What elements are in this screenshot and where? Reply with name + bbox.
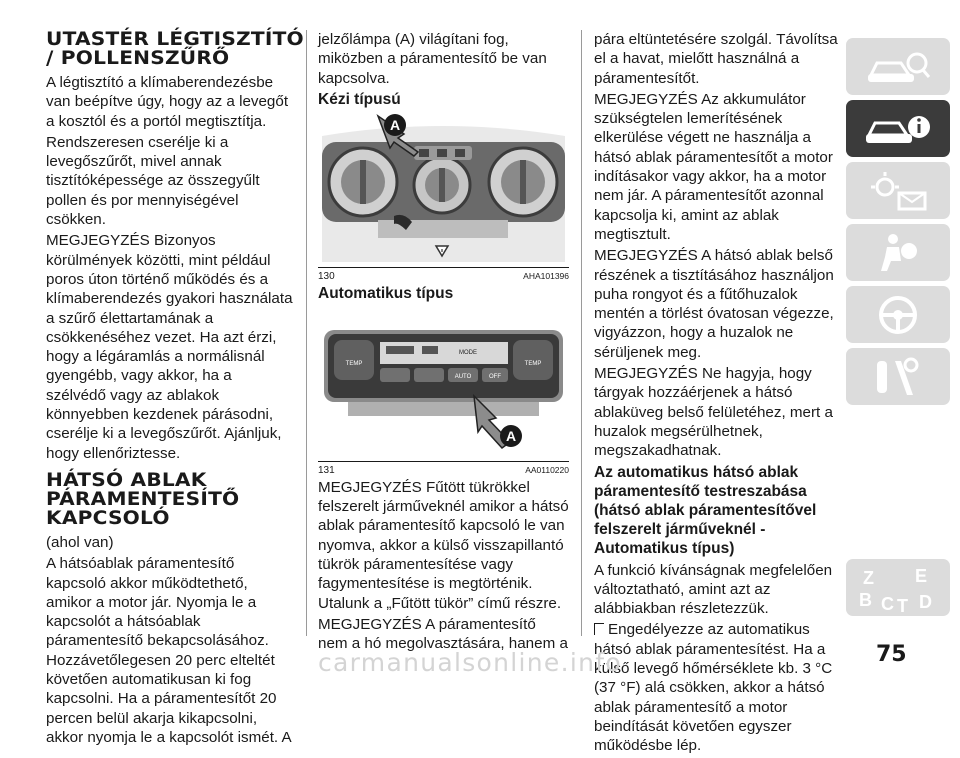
knob-left bbox=[329, 148, 397, 216]
note-paragraph: MEGJEGYZÉS A páramentesítő nem a hó megolvasztására, hanem a bbox=[318, 615, 568, 653]
airbag-seat-icon bbox=[863, 231, 933, 275]
figure-caption bbox=[318, 271, 569, 282]
tab-car-search[interactable] bbox=[846, 38, 950, 95]
section-heading-cabin-filter: UTASTÉR LÉGTISZTÍTÓ / POLLENSZŰRŐ bbox=[46, 28, 304, 69]
figure-number: 130 bbox=[318, 270, 335, 282]
watermark-text: carmanualsonline.info bbox=[318, 648, 622, 677]
note-paragraph: MEGJEGYZÉS Az akkumulátor szükségtelen lemerítésének elkerülése végett ne használja a hátsó ablak páramentesítőt a motor indításakor vagy akkor, ha a motor nem jár. A páramentesítőt azonnal kapcsolja ki, amint az ablak megtisztult. bbox=[594, 90, 833, 243]
figure-code: AHA101396 bbox=[523, 270, 569, 281]
paragraph: A funkció kívánságnak megfelelően változtatható, amint azt az alábbiakban részletezzük. bbox=[594, 561, 833, 618]
car-info-icon bbox=[863, 107, 933, 151]
svg-text:A: A bbox=[389, 116, 401, 133]
paragraph: jelzőlámpa (A) világítani fog, miközben a páramentesítő be van kapcsolva. bbox=[318, 31, 547, 87]
subheading-manual-type: Kézi típusú bbox=[318, 90, 401, 108]
page-number: 75 bbox=[876, 642, 907, 667]
car-search-icon bbox=[863, 45, 933, 89]
paragraph: (ahol van) bbox=[46, 533, 114, 551]
warning-light-icon bbox=[863, 169, 933, 213]
svg-text:AUTO: AUTO bbox=[454, 373, 472, 380]
callout-label-a bbox=[384, 114, 406, 136]
tab-maintenance[interactable] bbox=[846, 348, 950, 405]
svg-text:TEMP: TEMP bbox=[524, 360, 542, 367]
paragraph: A légtisztító a klímaberendezésbe van beépítve úgy, hogy az a levegőt a kosztól és a portól megtisztítja. bbox=[46, 74, 289, 130]
tab-warning-lights[interactable] bbox=[846, 162, 950, 219]
column-divider bbox=[306, 30, 307, 636]
figure-code: AA0110220 bbox=[525, 464, 569, 475]
note-paragraph: MEGJEGYZÉS Fűtött tükrökkel felszerelt járműveknél amikor a hátsó ablak páramentesítő kapcsoló le van nyomva, akkor a külső visszapillantó tükrök páramentesítése vagy fagymentesítése is megtörténik. Utalunk a „Fűtött tükör” című részre. bbox=[318, 478, 569, 612]
svg-text:D: D bbox=[919, 591, 932, 612]
figure-automatic-control bbox=[318, 306, 569, 476]
svg-text:OFF: OFF bbox=[489, 373, 501, 380]
tab-car-info[interactable] bbox=[846, 100, 950, 157]
paragraph: pára eltüntetésére szolgál. Távolítsa el a havat, mielőtt használná a páramentesítőt. bbox=[594, 31, 838, 87]
svg-text:C: C bbox=[881, 593, 894, 614]
automatic-climate-panel-image bbox=[318, 306, 569, 456]
subheading-auto-defrost-customization: Az automatikus hátsó ablak páramentesítő testreszabása (hátsó ablak páramentesítővel felszerelt járműveknél - Automatikus típus) bbox=[594, 463, 817, 557]
note-paragraph: MEGJEGYZÉS Ne hagyja, hogy tárgyak hozzáérjenek a hátsó ablaküveg belső felületéhez, mert a huzalok megsérülhetnek, megszakadhatnak. bbox=[594, 365, 833, 460]
paragraph: A hátsóablak páramentesítő kapcsoló akkor működtethető, amikor a motor jár. Nyomja le a kapcsolót a hátsóablak páramentesítő bekapcsolásához. Hozzávetőlegesen 20 perc elteltét követően automatikusan ki fog kapcsolni. Ha a páramentesítőt 20 percen belül akarja kikapcsolni, akkor nyomja le a kapcsolót ismét. A bbox=[46, 555, 292, 746]
column-middle bbox=[318, 30, 569, 656]
tools-icon bbox=[863, 355, 933, 399]
svg-text:A: A bbox=[505, 427, 517, 444]
knob-right bbox=[489, 148, 557, 216]
manual-climate-panel-image bbox=[318, 112, 569, 262]
svg-text:TEMP: TEMP bbox=[345, 360, 363, 367]
index-letters-icon bbox=[853, 562, 943, 614]
section-heading-rear-defroster: HÁTSÓ ABLAK PÁRAMENTESÍTŐ KAPCSOLÓ bbox=[46, 468, 240, 529]
svg-text:T: T bbox=[897, 595, 908, 614]
column-left bbox=[46, 28, 304, 749]
tab-safety[interactable] bbox=[846, 224, 950, 281]
steering-wheel-icon bbox=[863, 293, 933, 337]
subheading-automatic-type: Automatikus típus bbox=[318, 284, 454, 302]
bullet-icon bbox=[594, 623, 604, 635]
figure-number: 131 bbox=[318, 464, 335, 476]
svg-text:MODE: MODE bbox=[459, 349, 477, 356]
tab-index[interactable] bbox=[846, 559, 950, 616]
knob-center bbox=[414, 157, 470, 213]
svg-text:B: B bbox=[859, 589, 872, 610]
note-paragraph: MEGJEGYZÉS Bizonyos körülmények közötti, mint például poros úton történő működés és a klímaberendezés gyakori használata a szűrő élettartamának a csökkenéséhez vezet. Ha azt érzi, hogy a légáramlás a normálisnál gyengébb, vagy akkor, ha a szélvédő vagy az ablakok könnyebben kezdenek párásodni, cserélje ki a levegőszűrőt. Ajánljuk, hogy ellenőriztesse. bbox=[46, 232, 293, 462]
bullet-paragraph: Engedélyezze az automatikus hátsó ablak páramentesítést. Ha a külső levegő hőmérséklete kb. 3 °C (37 °F) alá csökken, akkor a hátsó ablak páramentesítő a motor beindítását követően egyszer működésbe lép. bbox=[594, 621, 833, 755]
figure-manual-control bbox=[318, 112, 569, 282]
paragraph: Rendszeresen cserélje ki a levegőszűrőt, mivel annak tisztítóképessége az összegyűlt pollen és por mennyiségével csökken. bbox=[46, 133, 260, 229]
svg-text:E: E bbox=[915, 565, 928, 586]
note-paragraph: MEGJEGYZÉS A hátsó ablak belső részének a tisztításához használjon puha rongyot és a fűtőhuzalok mentén a törlést óvatosan végezze, vigyázzon, hogy a huzalok ne sérüljenek meg. bbox=[594, 247, 834, 361]
column-divider bbox=[581, 30, 582, 636]
tab-driving[interactable] bbox=[846, 286, 950, 343]
svg-text:Z: Z bbox=[863, 567, 874, 588]
callout-label-a bbox=[500, 425, 522, 447]
column-right bbox=[594, 30, 838, 758]
figure-caption bbox=[318, 465, 569, 476]
